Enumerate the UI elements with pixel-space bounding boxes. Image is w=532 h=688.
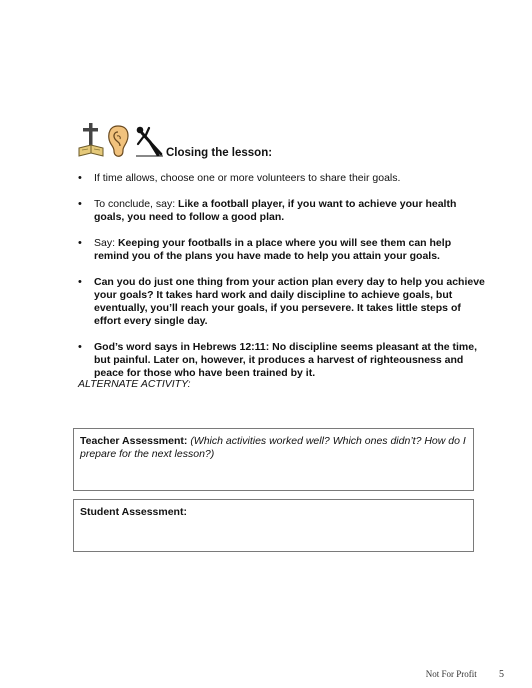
alternate-activity-label: ALTERNATE ACTIVITY: xyxy=(78,378,191,390)
bullet-text: To conclude, say: xyxy=(94,198,179,210)
student-assessment-label: Student Assessment: xyxy=(80,506,187,518)
bullet-text: Say: xyxy=(94,237,118,249)
lesson-heading-title: Closing the lesson: xyxy=(166,147,273,159)
list-item xyxy=(78,198,488,224)
lesson-heading xyxy=(78,120,498,160)
athlete-stretch-icon xyxy=(134,124,164,158)
page-footer xyxy=(426,669,504,680)
teacher-assessment-box[interactable] xyxy=(73,428,474,491)
bullet-text-bold: God’s word says in Hebrews 12:11: No discipline seems pleasant at the time, but painful. Later on, however, it produces a harvest of righteousness and peace for those who have been trained by it. xyxy=(94,341,477,379)
footer-text: Not For Profit xyxy=(425,669,477,679)
student-assessment-box[interactable] xyxy=(73,499,474,552)
cross-book-icon xyxy=(78,122,104,158)
bullet-text-bold: Like a football player, if you want to achieve your health goals, you need to follow a good plan. xyxy=(94,198,457,223)
list-item xyxy=(78,276,488,328)
bullet-text: If time allows, choose one or more volunteers to share their goals. xyxy=(94,172,401,184)
teacher-assessment-label: Teacher Assessment: xyxy=(80,435,188,447)
list-item xyxy=(78,341,488,380)
teacher-assessment-hint: (Which activities worked well? Which ones didn’t? How do I prepare for the next lesson?) xyxy=(80,435,466,460)
bullet-text-bold: Can you do just one thing from your action plan every day to help you achieve your goals? It takes hard work and daily discipline to achieve goals, but eventually, you’ll reach your goals, if you persevere. It takes little steps of effort every single day. xyxy=(94,276,485,327)
list-item xyxy=(78,172,488,185)
bullet-text-bold: Keeping your footballs in a place where you will see them can help remind you of the plans you have made to help you attain your goals. xyxy=(94,237,452,262)
closing-bullet-list xyxy=(78,172,488,380)
ear-icon xyxy=(106,124,130,158)
list-item xyxy=(78,237,488,263)
page-number: 5 xyxy=(499,669,504,680)
